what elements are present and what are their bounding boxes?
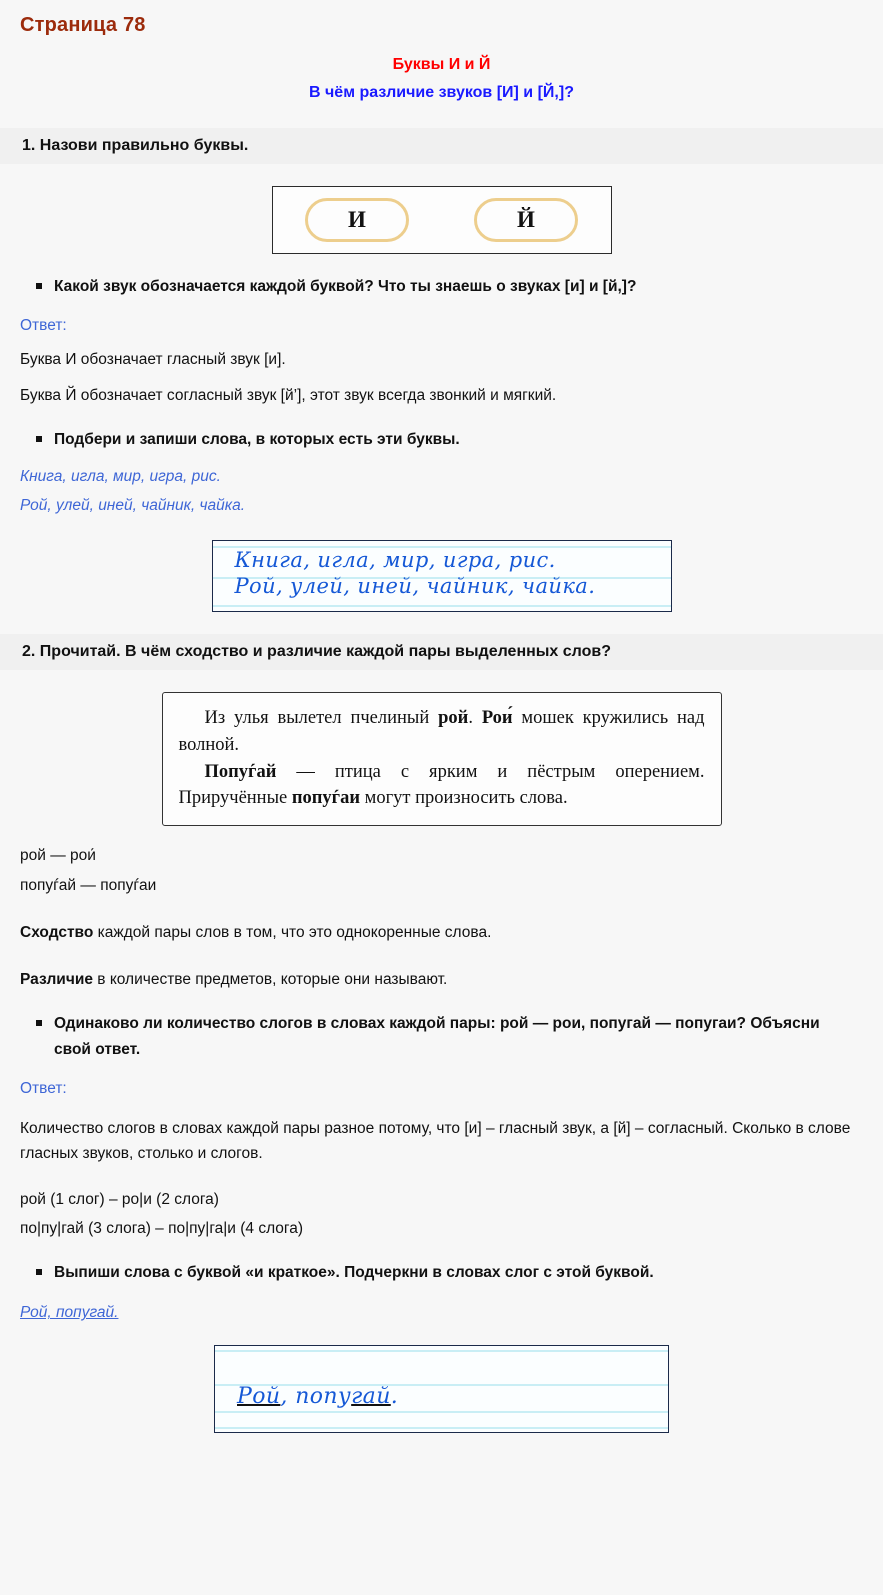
letter-pill-i-kratkoe: Й <box>474 198 578 242</box>
cursive-text-end: . <box>390 1384 399 1410</box>
similarity-line <box>20 897 863 944</box>
similarity-label: Сходство <box>20 923 94 941</box>
page-title: Буквы И и Й <box>392 56 491 73</box>
word-pair-1: рой — рои́ <box>20 847 96 865</box>
task-1-question-2: Подбери и запиши слова, в которых есть эти буквы. <box>54 431 460 449</box>
passage-paragraph-2 <box>179 759 705 812</box>
letters-box <box>272 186 612 254</box>
task-1-header: 1. Назови правильно буквы. <box>0 128 883 164</box>
task-1-answer-label: Ответ: <box>20 316 67 334</box>
word-pair-2: попуѓай — попуѓаи <box>20 876 157 894</box>
difference-line <box>20 944 863 991</box>
handwriting-line-2: Рой, улей, иней, чайник, чайка. <box>234 574 596 599</box>
syllable-line-1: рой (1 слог) – ро|и (2 слога) <box>20 1190 219 1208</box>
handwriting-line-3 <box>237 1384 669 1409</box>
question-row <box>20 254 863 299</box>
task-1-answer-line-2: Буква Й обозначает согласный звук [й’], этот звук всегда звонкий и мягкий. <box>20 386 557 404</box>
rule-line <box>215 1411 668 1413</box>
task-2-question-2: Выпиши слова с буквой «и краткое». Подчеркни в словах слог с этой буквой. <box>54 1264 654 1282</box>
task-2-answer-words: Рой, попугай. <box>20 1304 119 1322</box>
task-1-question-1: Какой звук обозначается каждой буквой? Что ты знаешь о звуках [и] и [й,]? <box>54 277 637 295</box>
task-1-words-line-2: Рой, улей, иней, чайник, чайка. <box>20 497 246 515</box>
highlighted-word-popugai: попуѓаи <box>291 788 360 809</box>
underlined-syllable-gay: гай <box>351 1384 391 1410</box>
question-row <box>20 407 863 452</box>
highlighted-word-popugay: Попуѓай <box>204 761 277 782</box>
reading-passage-figure <box>0 692 883 826</box>
difference-label: Различие <box>20 971 93 989</box>
handwriting-line-1: Книга, игла, мир, игра, рис. <box>234 548 556 573</box>
task-1-content <box>0 254 883 519</box>
highlighted-word-roy: рой <box>438 708 469 729</box>
passage-text: — птица с ярким и пёстрым оперением. Приручённые <box>178 761 705 809</box>
handwriting-figure-1 <box>0 540 883 612</box>
square-bullet-icon <box>36 283 42 289</box>
page-subtitle: В чём различие звуков [И] и [Й,]? <box>309 84 574 101</box>
task-1-answer-line-1: Буква И обозначает гласный звук [и]. <box>20 350 286 368</box>
letter-pill-i: И <box>305 198 409 242</box>
task-2-content <box>0 826 883 1325</box>
square-bullet-icon <box>36 1269 42 1275</box>
task-2-answer-label: Ответ: <box>20 1079 67 1097</box>
task-2-header: 2. Прочитай. В чём сходство и различие каждой пары выделенных слов? <box>0 634 883 670</box>
question-row <box>20 991 863 1061</box>
difference-text: в количестве предметов, которые они называют. <box>92 971 448 989</box>
handwriting-box-2 <box>214 1345 669 1433</box>
rule-line <box>215 1350 668 1352</box>
highlighted-word-roi: Рои́ <box>481 708 513 729</box>
handwriting-figure-2 <box>0 1345 883 1433</box>
similarity-text: каждой пары слов в том, что это однокоренные слова. <box>93 923 492 941</box>
rule-line <box>213 605 671 607</box>
rule-line <box>215 1427 668 1429</box>
passage-text: мошек кружились над волной. <box>178 708 705 755</box>
passage-text: могут произносить слова. <box>360 788 568 809</box>
cursive-text-mid: , попу <box>280 1384 352 1410</box>
title-block <box>0 53 883 106</box>
letters-figure <box>0 186 883 254</box>
task-2-answer-text: Количество слогов в словах каждой пары разное потому, что [и] – гласный звук, а [й] – согласный. Сколько в слове гласных звуков, столько и слогов. <box>20 1119 851 1162</box>
passage-text: Из улья вылетел пчелиный <box>204 708 439 729</box>
underlined-word-roy: Рой <box>237 1384 281 1410</box>
handwriting-box-1 <box>212 540 672 612</box>
square-bullet-icon <box>36 1020 42 1026</box>
page-label: Страница 78 <box>20 14 146 36</box>
task-1-words-line-1: Книга, игла, мир, игра, рис. <box>20 468 221 486</box>
square-bullet-icon <box>36 436 42 442</box>
passage-text: . <box>468 708 482 729</box>
passage-paragraph-1 <box>179 705 705 758</box>
question-row <box>20 1240 863 1285</box>
task-2-question-1: Одинаково ли количество слогов в словах каждой пары: рой — рои, попугай — попугаи? Объясни свой ответ. <box>54 1015 820 1058</box>
syllable-line-2: по|пу|гай (3 слога) – по|пу|га|и (4 слога) <box>20 1220 304 1238</box>
reading-passage-box <box>162 692 722 826</box>
